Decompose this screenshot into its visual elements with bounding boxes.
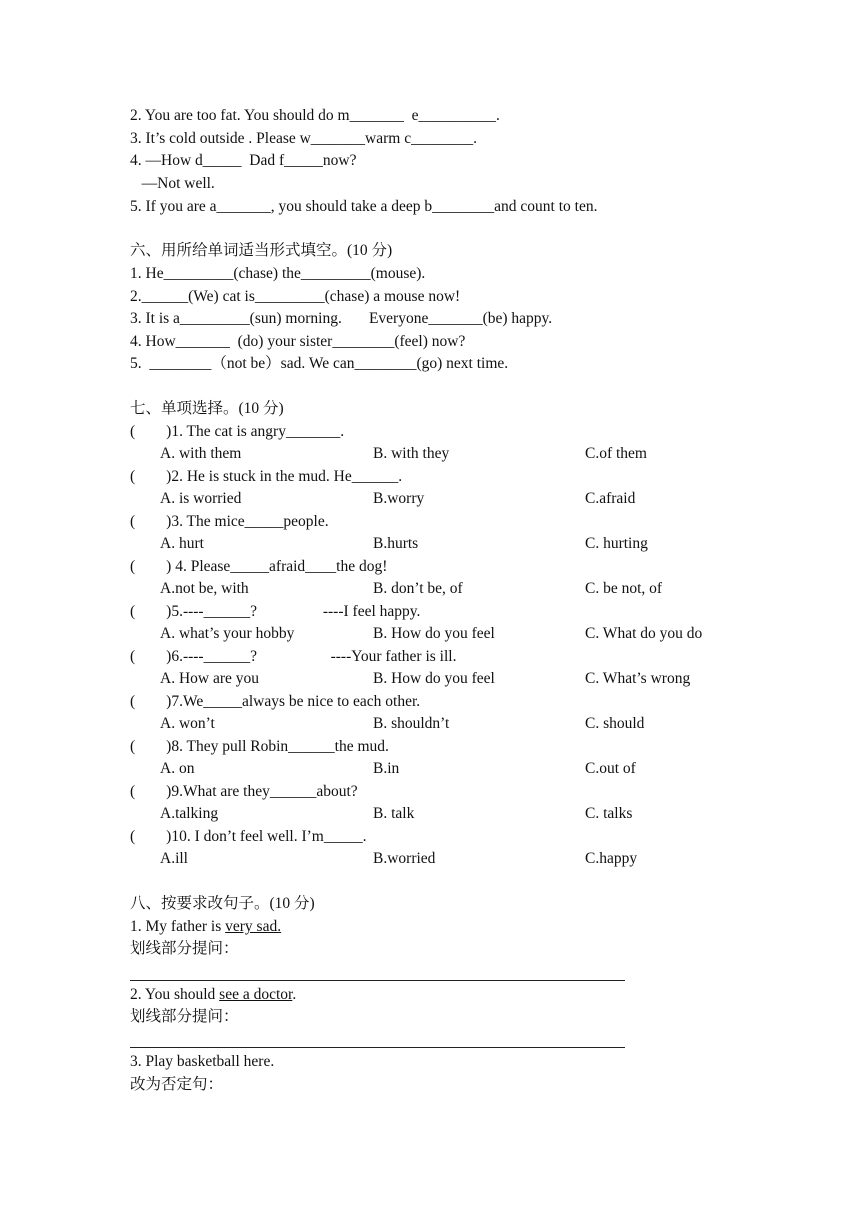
mc-option-b-7: B. shouldn’t <box>373 715 450 732</box>
mc-question-4: ( ) 4. Please_____afraid____the dog! <box>130 558 388 575</box>
part5-question-4-answer: —Not well. <box>130 175 215 192</box>
mc-option-c-4: C. be not, of <box>585 580 663 597</box>
part8-question-2-end: . <box>292 986 297 1003</box>
answer-line-1 <box>130 980 625 981</box>
mc-option-b-3: B.hurts <box>373 535 419 552</box>
part8-question-3: 3. Play basketball here. <box>130 1053 275 1070</box>
mc-option-c-3: C. hurting <box>585 535 648 552</box>
part5-question-4: 4. —How d_____ Dad f_____now? <box>130 152 357 169</box>
mc-option-a-2: A. is worried <box>160 490 242 507</box>
part8-question-1-text: 1. My father is <box>130 918 226 935</box>
answer-line-2 <box>130 1047 625 1048</box>
mc-question-10: ( )10. I don’t feel well. I’m_____. <box>130 828 367 845</box>
mc-option-a-10: A.ill <box>160 850 188 867</box>
part5-question-5: 5. If you are a_______, you should take a deep b________and count to ten. <box>130 198 598 215</box>
mc-option-b-6: B. How do you feel <box>373 670 495 687</box>
mc-option-c-8: C.out of <box>585 760 636 777</box>
mc-option-c-7: C. should <box>585 715 645 732</box>
mc-option-c-10: C.happy <box>585 850 638 867</box>
mc-question-3: ( )3. The mice_____people. <box>130 513 329 530</box>
mc-option-a-1: A. with them <box>160 445 242 462</box>
mc-option-b-9: B. talk <box>373 805 415 822</box>
mc-question-6: ( )6.----______? ----Your father is ill. <box>130 648 457 665</box>
mc-option-b-4: B. don’t be, of <box>373 580 463 597</box>
part8-title: 八、按要求改句子。(10 分) <box>130 895 315 912</box>
mc-option-a-9: A.talking <box>160 805 219 822</box>
mc-question-8: ( )8. They pull Robin______the mud. <box>130 738 389 755</box>
part6-question-4: 4. How_______ (do) your sister________(feel) now? <box>130 333 466 350</box>
mc-question-5: ( )5.----______? ----I feel happy. <box>130 603 421 620</box>
part6-question-1: 1. He_________(chase) the_________(mouse). <box>130 265 426 282</box>
part8-question-2-underlined: see a doctor <box>219 986 293 1003</box>
part6-title: 六、用所给单词适当形式填空。(10 分) <box>130 242 393 259</box>
part8-question-2-instruction: 划线部分提问： <box>130 1008 239 1025</box>
part7-title: 七、单项选择。(10 分) <box>130 400 284 417</box>
part8-question-2 <box>130 985 296 1005</box>
mc-option-b-2: B.worry <box>373 490 425 507</box>
mc-option-b-10: B.worried <box>373 850 436 867</box>
mc-option-c-6: C. What’s wrong <box>585 670 691 687</box>
part8-question-1-instruction: 划线部分提问： <box>130 940 239 957</box>
mc-option-c-1: C.of them <box>585 445 647 462</box>
part8-question-3-instruction: 改为否定句： <box>130 1076 224 1093</box>
mc-option-a-7: A. won’t <box>160 715 215 732</box>
part6-question-5: 5. ________（not be）sad. We can________(go) next time. <box>130 355 509 372</box>
part6-question-3: 3. It is a_________(sun) morning. Everyone_______(be) happy. <box>130 310 553 327</box>
mc-question-1: ( )1. The cat is angry_______. <box>130 423 345 440</box>
mc-option-c-2: C.afraid <box>585 490 636 507</box>
mc-option-c-9: C. talks <box>585 805 633 822</box>
mc-question-7: ( )7.We_____always be nice to each other. <box>130 693 421 710</box>
part8-question-2-text: 2. You should <box>130 986 220 1003</box>
mc-option-a-3: A. hurt <box>160 535 204 552</box>
part5-question-3: 3. It’s cold outside . Please w_______warm c________. <box>130 130 477 147</box>
mc-question-2: ( )2. He is stuck in the mud. He______. <box>130 468 403 485</box>
part5-question-2: 2. You are too fat. You should do m_______ e__________. <box>130 107 500 124</box>
part8-question-1-underlined: very sad. <box>225 918 282 935</box>
mc-option-b-5: B. How do you feel <box>373 625 495 642</box>
mc-option-b-8: B.in <box>373 760 400 777</box>
mc-question-9: ( )9.What are they______about? <box>130 783 358 800</box>
part6-question-2: 2.______(We) cat is_________(chase) a mouse now! <box>130 288 461 305</box>
mc-option-a-5: A. what’s your hobby <box>160 625 295 642</box>
mc-option-b-1: B. with they <box>373 445 450 462</box>
mc-option-a-4: A.not be, with <box>160 580 249 597</box>
mc-option-c-5: C. What do you do <box>585 625 703 642</box>
mc-option-a-8: A. on <box>160 760 195 777</box>
part8-question-1 <box>130 917 281 937</box>
mc-option-a-6: A. How are you <box>160 670 260 687</box>
